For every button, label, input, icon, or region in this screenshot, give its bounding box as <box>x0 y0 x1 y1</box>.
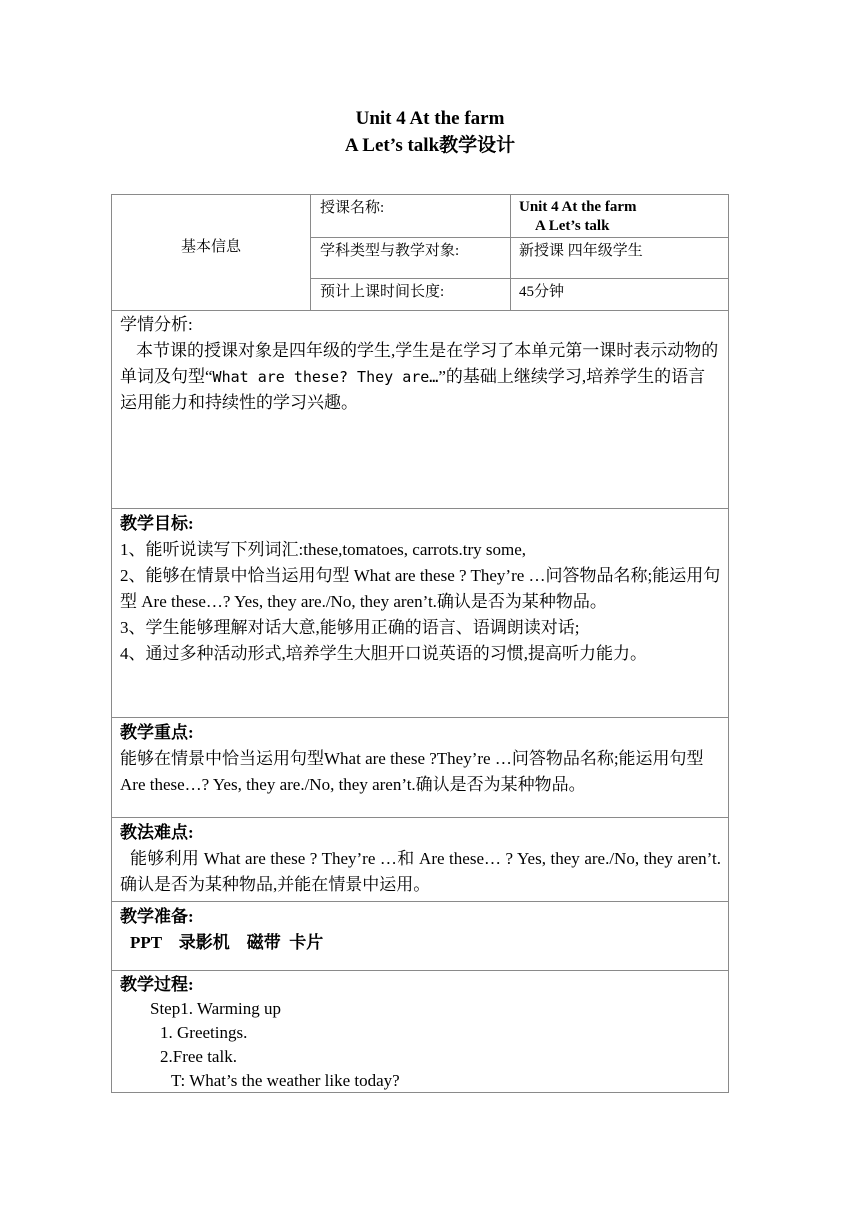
document-title: Unit 4 At the farm <box>355 108 505 129</box>
process-item-2: 2.Free talk. <box>160 1047 237 1066</box>
process-heading: 教学过程: <box>120 975 194 994</box>
analysis-heading: 学情分析: <box>120 315 193 334</box>
course-name-value-line1: Unit 4 At the farm <box>519 199 637 215</box>
preparation-heading: 教学准备: <box>120 907 194 926</box>
objective-item-2: 2、能够在情景中恰当运用句型 What are these ? They’re …问答物品名称;能运用句型 Are these…? Yes, they are./No, they aren’t.确认是否为某种物品。 <box>120 566 721 611</box>
objective-item-3: 3、学生能够理解对话大意,能够用正确的语言、语调朗读对话; <box>120 618 580 637</box>
difficulties-heading: 教法难点: <box>120 823 194 842</box>
subject-label: 学科类型与教学对象: <box>320 243 460 259</box>
subject-value: 新授课 四年级学生 <box>519 243 643 259</box>
key-points-text: 能够在情景中恰当运用句型What are these ?They’re …问答物品名称;能运用句型Are these…? Yes, they are./No, they aren’t.确认是否为某种物品。 <box>120 749 704 794</box>
duration-value-cell <box>510 278 729 311</box>
basic-info-label-cell <box>111 194 311 311</box>
objective-item-1: 1、能听说读写下列词汇:these,tomatoes, carrots.try some, <box>120 540 527 559</box>
process-item-3: T: What’s the weather like today? <box>171 1071 400 1090</box>
process-step1: Step1. Warming up <box>150 999 282 1018</box>
course-name-value-cell <box>510 194 729 238</box>
basic-info-label: 基本信息 <box>180 239 241 255</box>
analysis-text-sentence: What are these? They are… <box>212 368 439 386</box>
analysis-section <box>111 310 729 509</box>
analysis-text-part1: 本节课的授课对象是四年级的学生,学生是在学习了本单元第一课时表示动物的单词及句型“ <box>120 341 719 386</box>
course-name-label-cell <box>310 194 511 238</box>
document-subtitle: A Let’s talk教学设计 <box>344 135 516 156</box>
duration-label: 预计上课时间长度: <box>320 284 445 300</box>
difficulties-text: 能够利用 What are these ? They’re …和 Are these… ? Yes, they are./No, they aren’t.确认是否为某种物品,并能在情景中运用。 <box>120 849 721 894</box>
subject-label-cell <box>310 237 511 279</box>
preparation-text: PPT 录影机 磁带 卡片 <box>130 933 324 952</box>
process-item-1: 1. Greetings. <box>160 1023 248 1042</box>
key-points-heading: 教学重点: <box>120 723 194 742</box>
course-name-label: 授课名称: <box>320 200 385 216</box>
subject-value-cell <box>510 237 729 279</box>
preparation-section <box>111 902 729 971</box>
objectives-heading: 教学目标: <box>120 514 194 533</box>
difficulties-section <box>111 818 729 902</box>
key-points-section <box>111 718 729 818</box>
objective-item-4: 4、通过多种活动形式,培养学生大胆开口说英语的习惯,提高听力能力。 <box>120 644 647 663</box>
analysis-text <box>120 338 721 416</box>
objectives-section <box>111 509 729 718</box>
course-name-value-line2: A Let’s talk <box>535 218 610 234</box>
duration-value: 45分钟 <box>519 284 565 300</box>
duration-label-cell <box>310 278 511 311</box>
process-section <box>111 971 729 1093</box>
analysis-text-part2: ”的基础上继续学习,培养学生的语言运用能力和持续性的学习兴趣。 <box>120 367 706 412</box>
